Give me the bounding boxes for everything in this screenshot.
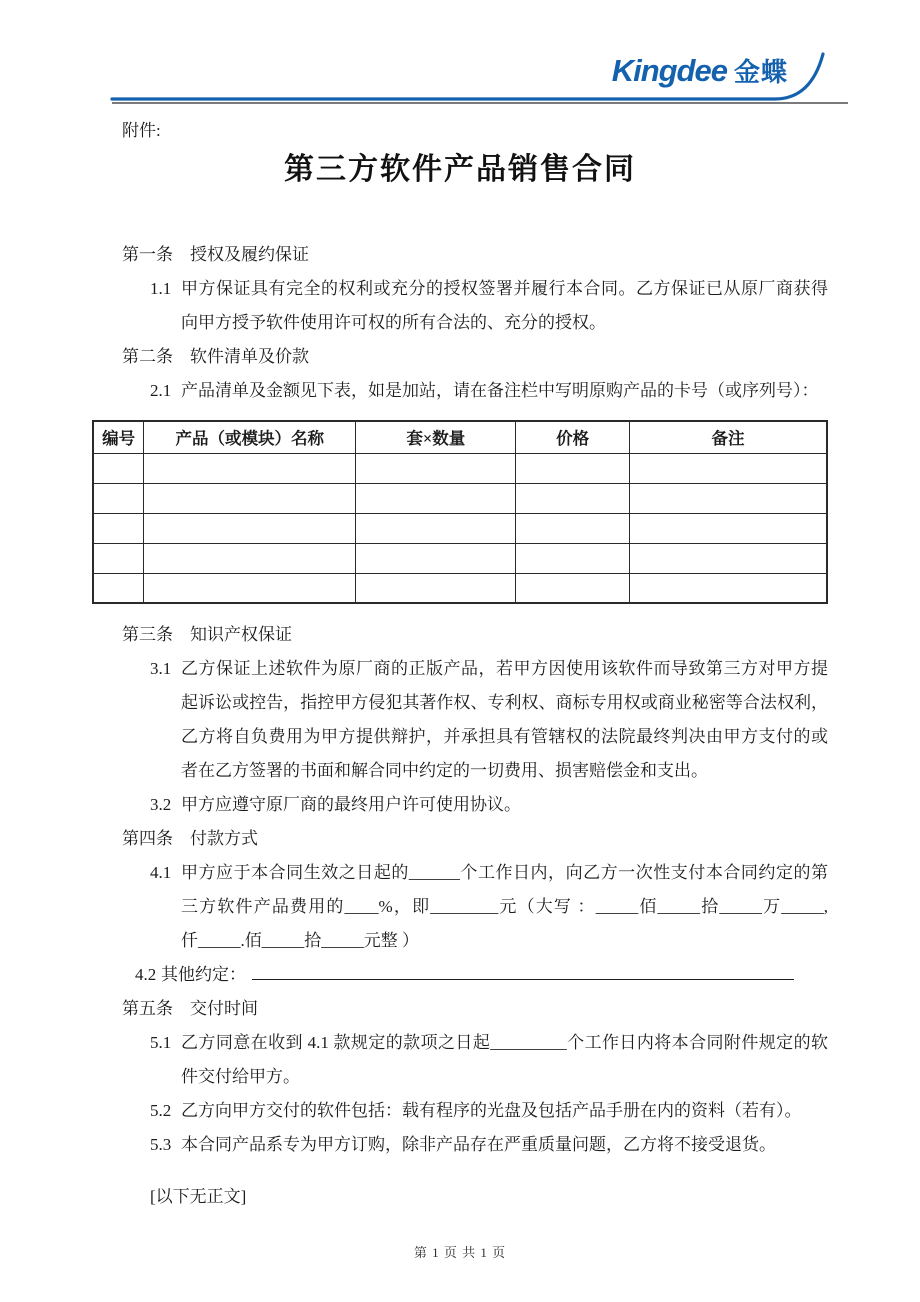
item-number: 5.3	[150, 1135, 172, 1155]
table-cell	[630, 483, 827, 513]
text-line: 其他约定：	[161, 965, 246, 985]
table-header-row	[93, 421, 827, 453]
table-header-cell: 套×数量	[356, 421, 516, 453]
table-cell	[144, 573, 356, 603]
table-cell	[516, 543, 630, 573]
table-body	[93, 453, 827, 603]
table-row	[93, 543, 827, 573]
table-header-cell: 产品（或模块）名称	[144, 421, 356, 453]
item-number: 3.2	[150, 795, 172, 815]
item-number: 1.1	[150, 279, 172, 299]
text-line: 乙方同意在收到 4.1 款规定的款项之日起_________个工作日内将本合同附件规定的软	[181, 1033, 828, 1053]
clause-5-heading	[122, 992, 828, 1026]
table-row	[93, 513, 827, 543]
clause-label: 第二条	[122, 347, 173, 367]
table-cell	[356, 513, 516, 543]
clause-item-2-1	[122, 374, 828, 408]
table-cell	[630, 513, 827, 543]
table-cell	[516, 573, 630, 603]
table-row	[93, 453, 827, 483]
document-title: 第三方软件产品销售合同	[284, 153, 636, 186]
clause-item-3-1	[122, 652, 828, 788]
clause-item-1-1	[122, 272, 828, 340]
table-cell	[356, 543, 516, 573]
table-cell	[93, 453, 144, 483]
table-cell	[144, 513, 356, 543]
text-line: 产品清单及金额见下表，如是加站，请在备注栏中写明原购产品的卡号（或序列号）：	[181, 381, 819, 401]
text-line: 甲方保证具有完全的权利或充分的授权签署并履行本合同。乙方保证已从原厂商获得	[181, 279, 828, 299]
clause-label: 第四条	[122, 829, 173, 849]
table-cell	[630, 573, 827, 603]
table-cell	[516, 513, 630, 543]
table-cell	[516, 453, 630, 483]
clause-item-5-3	[122, 1128, 828, 1162]
clause-label: 第五条	[122, 999, 173, 1019]
clause-label: 第三条	[122, 625, 173, 645]
table-row	[93, 483, 827, 513]
other-agreements-blank-line	[252, 979, 794, 980]
table-row	[93, 573, 827, 603]
clause-label: 第一条	[122, 245, 173, 265]
clause-title: 交付时间	[190, 999, 258, 1019]
clause-title: 知识产权保证	[190, 625, 292, 645]
text-line: 三方软件产品费用的____%，即________元（大写 ：_____佰_____拾_____万_____,	[181, 897, 828, 917]
attachment-label: 附件:	[122, 121, 161, 140]
text-line: 本合同产品系专为甲方订购，除非产品存在严重质量问题，乙方将不接受退货。	[181, 1135, 776, 1155]
table-cell	[93, 573, 144, 603]
clause-4-heading	[122, 822, 828, 856]
text-line: 向甲方授予软件使用许可权的所有合法的、充分的授权。	[181, 313, 606, 333]
table-header-cell: 备注	[630, 421, 827, 453]
table-cell	[356, 453, 516, 483]
text-line: 乙方将自负费用为甲方提供辩护，并承担具有管辖权的法院最终判决由甲方支付的或	[181, 727, 828, 747]
text-line: 乙方保证上述软件为原厂商的正版产品，若甲方因使用该软件而导致第三方对甲方提	[181, 659, 828, 679]
table-cell	[356, 483, 516, 513]
products-table	[92, 420, 828, 604]
clause-3-heading	[122, 618, 828, 652]
text-line: 件交付给甲方。	[181, 1067, 300, 1087]
table-cell	[144, 543, 356, 573]
item-number: 3.1	[150, 659, 172, 679]
item-number: 5.1	[150, 1033, 172, 1053]
clause-item-4-1	[122, 856, 828, 958]
table-cell	[144, 453, 356, 483]
clause-2-heading	[122, 340, 828, 374]
item-number: 4.1	[150, 863, 172, 883]
text-line: 起诉讼或控告，指控甲方侵犯其著作权、专利权、商标专用权或商业秘密等合法权利，	[181, 693, 828, 713]
table-cell	[516, 483, 630, 513]
closing-note: [以下无正文]	[150, 1187, 247, 1207]
clause-item-3-2	[122, 788, 828, 822]
clause-item-5-2	[122, 1094, 828, 1128]
text-line: 者在乙方签署的书面和解合同中约定的一切费用、损害赔偿金和支出。	[181, 761, 708, 781]
clause-title: 付款方式	[190, 829, 258, 849]
item-number: 2.1	[150, 381, 172, 401]
table-header-cell: 价格	[516, 421, 630, 453]
page-footer: 第 1 页 共 1 页	[413, 1245, 507, 1260]
kingdee-logo-en: Kingdee	[611, 53, 727, 88]
clause-1-heading	[122, 238, 828, 272]
table-cell	[630, 453, 827, 483]
table-cell	[93, 483, 144, 513]
contract-body	[92, 238, 828, 1214]
item-number: 5.2	[150, 1101, 172, 1121]
clause-title: 软件清单及价款	[190, 347, 309, 367]
table-cell	[144, 483, 356, 513]
item-number: 4.2	[135, 965, 157, 985]
kingdee-logo-cn: 金蝶	[733, 57, 788, 87]
table-header-cell: 编号	[93, 421, 144, 453]
text-line: 甲方应于本合同生效之日起的______个工作日内，向乙方一次性支付本合同约定的第	[181, 863, 828, 883]
text-line: 乙方向甲方交付的软件包括：载有程序的光盘及包括产品手册在内的资料（若有）。	[181, 1101, 802, 1121]
table-cell	[356, 573, 516, 603]
text-line: 甲方应遵守原厂商的最终用户许可使用协议。	[181, 795, 521, 815]
table-cell	[93, 513, 144, 543]
table-cell	[630, 543, 827, 573]
table-cell	[93, 543, 144, 573]
kingdee-logo	[612, 52, 788, 89]
text-line: 仟_____.佰_____拾_____元整 ）	[181, 931, 419, 951]
clause-title: 授权及履约保证	[190, 245, 309, 265]
clause-item-5-1	[122, 1026, 828, 1094]
clause-item-4-2	[122, 958, 828, 992]
document-header	[0, 0, 920, 106]
